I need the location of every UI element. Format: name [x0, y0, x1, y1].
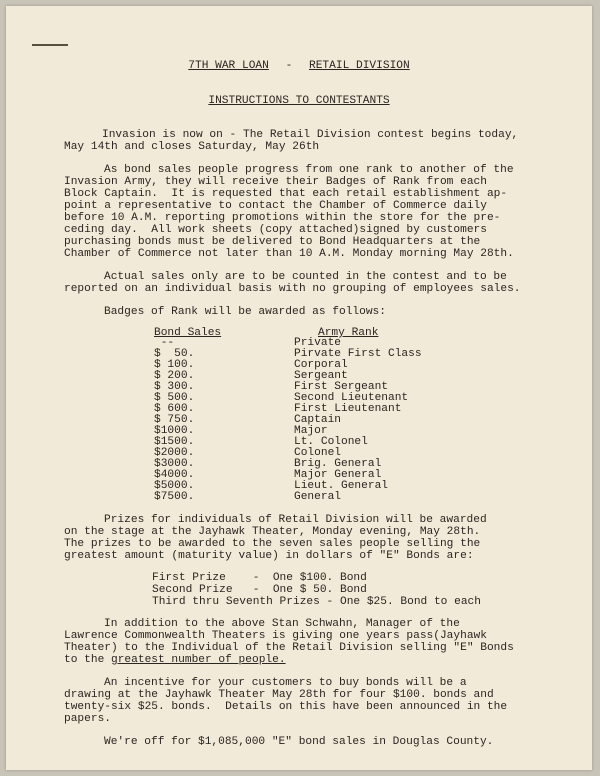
- closing-line: We're off for $1,085,000 "E" bond sales in Douglas County.: [104, 736, 494, 748]
- table-row-rank: Colonel: [294, 447, 341, 459]
- table-row: $7500.: [154, 491, 195, 503]
- table-row: $ 100.: [154, 359, 195, 371]
- table-row-rank: Second Lieutenant: [294, 392, 409, 404]
- table-row: $2000.: [154, 447, 195, 459]
- paragraph-line: Invasion is now on - The Retail Division contest begins today,: [102, 129, 519, 141]
- table-row-rank: First Sergeant: [294, 381, 388, 393]
- table-row-rank: First Lieutenant: [294, 403, 402, 415]
- table-header-army-rank: Army Rank: [318, 327, 379, 339]
- paragraph-line: Badges of Rank will be awarded as follows:: [104, 306, 386, 318]
- table-row: $ 50.: [154, 348, 195, 360]
- table-row-rank: Private: [294, 337, 341, 349]
- table-row-rank: Corporal: [294, 359, 348, 371]
- underlined-phrase: greatest number of people.: [111, 654, 286, 666]
- paragraph-line: An incentive for your customers to buy bonds will be a: [104, 677, 467, 689]
- paragraph-line: to the greatest number of people.: [64, 654, 286, 666]
- table-row: $ 600.: [154, 403, 195, 415]
- table-row-rank: General: [294, 491, 341, 503]
- paragraph-line: Chamber of Commerce not later than 10 A.M. Monday morning May 28th.: [64, 248, 514, 260]
- paragraph-line: drawing at the Jayhawk Theater May 28th for four $100. bonds and: [64, 689, 494, 701]
- paragraph-line: Block Captain. It is requested that each retail establishment ap-: [64, 188, 508, 200]
- document-page: [6, 6, 592, 770]
- paragraph-line: papers.: [64, 713, 111, 725]
- paragraph-line: Prizes for individuals of Retail Division will be awarded: [104, 514, 487, 526]
- paragraph-line: May 14th and closes Saturday, May 26th: [64, 141, 320, 153]
- paragraph-line: Actual sales only are to be counted in the contest and to be: [104, 271, 507, 283]
- prize-item: Second Prize - One $ 50. Bond: [152, 584, 367, 596]
- paragraph-line: In addition to the above Stan Schwahn, Manager of the: [104, 618, 460, 630]
- table-row-rank: Captain: [294, 414, 341, 426]
- paragraph-line: As bond sales people progress from one rank to another of the: [104, 164, 514, 176]
- table-row-rank: Pirvate First Class: [294, 348, 422, 360]
- paragraph-line: point a representative to contact the Chamber of Commerce daily: [64, 200, 487, 212]
- table-row: $ 200.: [154, 370, 195, 382]
- table-row: $3000.: [154, 458, 195, 470]
- paragraph-line: Theater) to the Individual of the Retail Division selling "E" Bonds: [64, 642, 514, 654]
- prize-item: First Prize - One $100. Bond: [152, 572, 367, 584]
- table-row: $ 500.: [154, 392, 195, 404]
- table-row-rank: Brig. General: [294, 458, 382, 470]
- table-row: $ 300.: [154, 381, 195, 393]
- table-header-bond-sales: Bond Sales: [154, 327, 222, 339]
- table-row: $4000.: [154, 469, 195, 481]
- table-row: $ 750.: [154, 414, 195, 426]
- paragraph-line: purchasing bonds must be delivered to Bond Headquarters at the: [64, 236, 481, 248]
- table-row-rank: Major: [294, 425, 328, 437]
- paragraph-line: twenty-six $25. bonds. Details on this have been announced in the: [64, 701, 508, 713]
- paragraph-line: on the stage at the Jayhawk Theater, Monday evening, May 28th.: [64, 526, 481, 538]
- table-row-rank: Sergeant: [294, 370, 348, 382]
- table-row: --: [154, 337, 175, 349]
- pen-mark: [32, 44, 68, 46]
- document-subtitle: INSTRUCTIONS TO CONTESTANTS: [208, 95, 390, 107]
- table-row-rank: Major General: [294, 469, 382, 481]
- paragraph-line: The prizes to be awarded to the seven sales people selling the: [64, 538, 481, 550]
- prize-item: Third thru Seventh Prizes - One $25. Bond to each: [152, 596, 481, 608]
- table-row-rank: Lieut. General: [294, 480, 388, 492]
- table-row: $1000.: [154, 425, 195, 437]
- table-row-rank: Lt. Colonel: [294, 436, 368, 448]
- paragraph-line: reported on an individual basis with no grouping of employees sales.: [64, 283, 521, 295]
- document-title: 7TH WAR LOAN - RETAIL DIVISION: [188, 60, 410, 72]
- paragraph-line: ceding day. All work sheets (copy attached)signed by customers: [64, 224, 487, 236]
- table-row: $1500.: [154, 436, 195, 448]
- paragraph-line: Invasion Army, they will receive their Badges of Rank from each: [64, 176, 487, 188]
- paragraph-line: Lawrence Commonwealth Theaters is giving one years pass(Jayhawk: [64, 630, 487, 642]
- table-row: $5000.: [154, 480, 195, 492]
- paragraph-line: before 10 A.M. reporting promotions within the store for the pre-: [64, 212, 501, 224]
- paragraph-line: greatest amount (maturity value) in dollars of "E" Bonds are:: [64, 550, 474, 562]
